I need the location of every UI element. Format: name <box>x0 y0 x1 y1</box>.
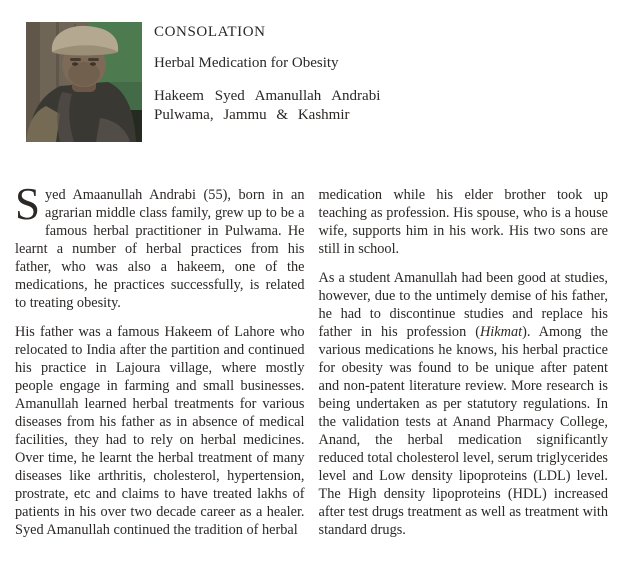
paragraph-3: medication while his elder brother took up teaching as profession. His spouse, who is a house wife, supports him in his work. His two sons are still in school. <box>318 187 608 257</box>
paragraph-1-text: yed Amaanullah Andrabi (55), born in an agrarian middle class family, grew up to be a famous herbal practitioner in Pulwama. He learnt a number of herbal practices from his father, who was also a hakeem, one of the medications, he practices successfully, is related to treating obesity. <box>15 187 305 311</box>
photo-face-shadow <box>68 62 100 86</box>
right-column <box>319 186 609 539</box>
paragraph-4-text-before: As a student Amanullah had been good at studies, however, due to the untimely demise of his father, he had to discontinue studies and replace his father in his profession ( <box>318 270 608 340</box>
paragraph-4-text-after: ). Among the various medications he knows, his herbal practice for obesity was found to be unique after patent and non-patent literature review. More research is being undertaken as per statutory regulations. In the validation tests at Anand Pharmacy College, Anand, the herbal medication significantly reduced total cholesterol level, serum triglycerides level and Low density lipoproteins (LDL) level. The High density lipoproteins (HDL) increased after test drugs treatment as well as treatment with standard drugs. <box>318 324 608 538</box>
paragraph-2: His father was a famous Hakeem of Lahore who relocated to India after the partition and continued his practice in Lajoura village, where mostly people engage in farming and small businesses. Amanullah learned herbal treatments for various diseases from his father as in absence of medical facilities, they had to rely on herbal medicines. Over time, he learnt the herbal treatment of many diseases like arthritis, cholesterol, hypertension, prostrate, etc and claims to have treated lakhs of patients in his over two decade career as a healer. Syed Amanullah continued the tradition of herbal <box>15 324 305 538</box>
paragraph-4-italic-term: Hikmat <box>479 324 523 340</box>
header-text-block <box>154 22 380 142</box>
author-photo <box>26 22 142 142</box>
photo-left-brow <box>70 58 81 61</box>
author-location: Pulwama, Jammu & Kashmir <box>154 107 350 123</box>
author-photo-illustration <box>26 22 142 142</box>
photo-right-brow <box>88 58 99 61</box>
section-title: CONSOLATION <box>154 24 266 40</box>
left-column <box>15 179 305 539</box>
paragraph-4 <box>319 269 609 539</box>
author-block <box>154 87 380 125</box>
article-body <box>0 179 623 539</box>
article-header <box>26 22 623 142</box>
photo-right-eye <box>90 62 96 66</box>
drop-cap: S <box>15 179 41 229</box>
article-title: Herbal Medication for Obesity <box>154 55 339 71</box>
author-name: Hakeem Syed Amanullah Andrabi <box>154 88 381 104</box>
photo-left-eye <box>72 62 78 66</box>
paragraph-1 <box>15 179 305 312</box>
